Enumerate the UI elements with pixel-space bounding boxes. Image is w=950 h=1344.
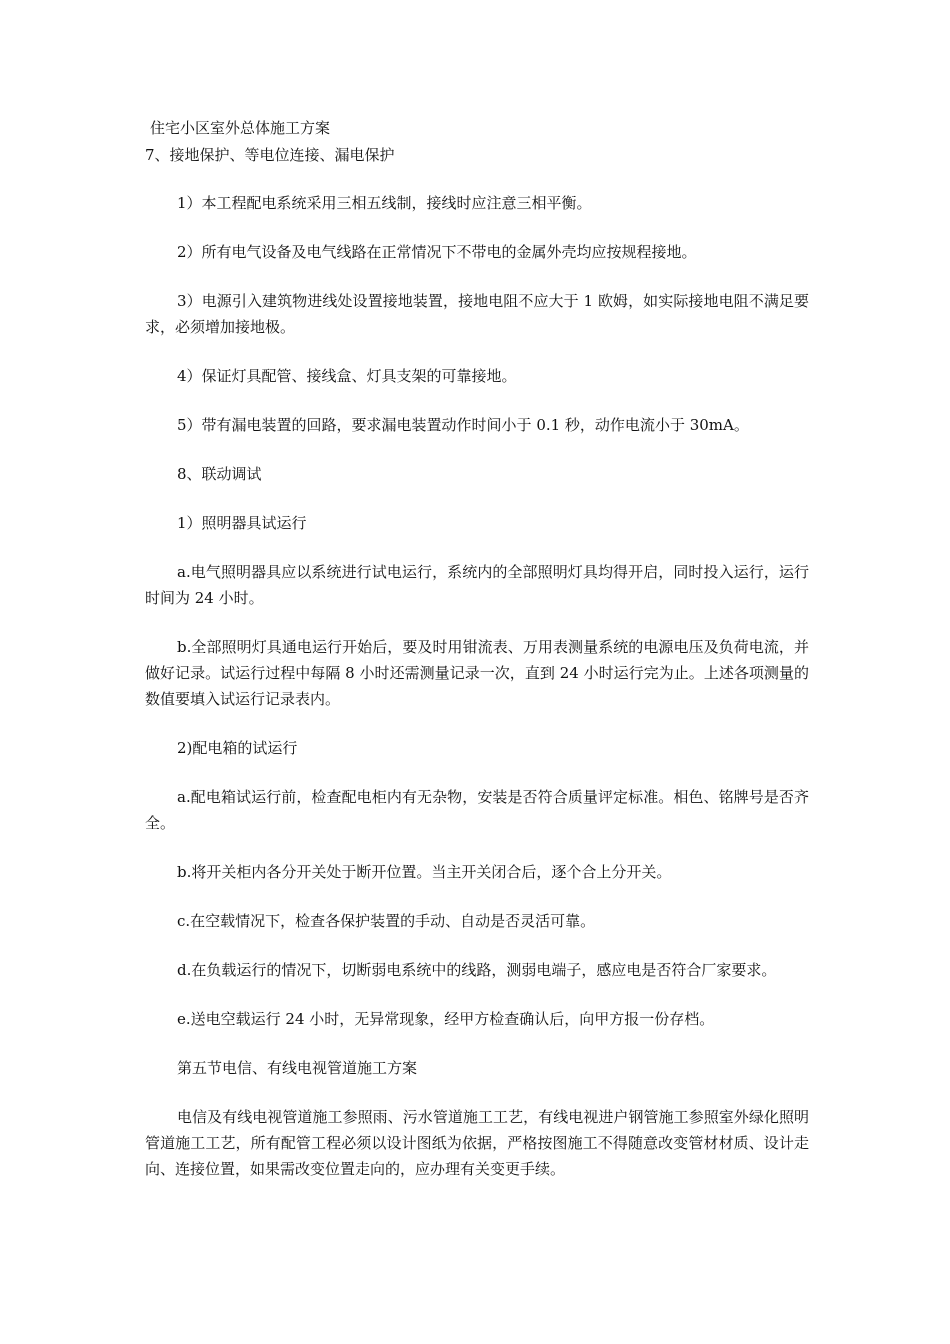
paragraph: b.将开关柜内各分开关处于断开位置。当主开关闭合后，逐个合上分开关。 [177, 863, 672, 881]
paragraph: e.送电空载运行 24 小时，无异常现象，经甲方检查确认后，向甲方报一份存档。 [177, 1010, 715, 1028]
document-title: 住宅小区室外总体施工方案 [150, 119, 331, 137]
paragraph: 3）电源引入建筑物进线处设置接地装置，接地电阻不应大于 1 欧姆，如实际接地电阻不满足要求，必须增加接地极。 [145, 292, 809, 336]
subsection-heading: 2)配电箱的试运行 [177, 739, 298, 757]
subsection-heading: 8、联动调试 [177, 465, 262, 483]
paragraph: 1）本工程配电系统采用三相五线制，接线时应注意三相平衡。 [177, 194, 592, 212]
paragraph: c.在空载情况下，检查各保护装置的手动、自动是否灵活可靠。 [177, 912, 596, 930]
section-title: 第五节电信、有线电视管道施工方案 [177, 1059, 418, 1077]
paragraph: 电信及有线电视管道施工参照雨、污水管道施工工艺，有线电视进户钢管施工参照室外绿化照明管道施工工艺，所有配管工程必须以设计图纸为依据，严格按图施工不得随意改变管材材质、设计走向、连接位置，如果需改变位置走向的，应办理有关变更手续。 [145, 1108, 809, 1178]
paragraph: 5）带有漏电装置的回路，要求漏电装置动作时间小于 0.1 秒，动作电流小于 30mA。 [177, 416, 749, 434]
paragraph: a.配电箱试运行前，检查配电柜内有无杂物，安装是否符合质量评定标准。相色、铭牌号是否齐全。 [145, 788, 809, 832]
paragraph: d.在负载运行的情况下，切断弱电系统中的线路，测弱电端子，感应电是否符合厂家要求。 [177, 961, 777, 979]
paragraph: b.全部照明灯具通电运行开始后，要及时用钳流表、万用表测量系统的电源电压及负荷电流，并做好记录。试运行过程中每隔 8 小时还需测量记录一次，直到 24 小时运行完为止。上述各项测量的数值要填入试运行记录表内。 [145, 638, 809, 708]
section-heading: 7、接地保护、等电位连接、漏电保护 [145, 146, 395, 164]
paragraph: 2）所有电气设备及电气线路在正常情况下不带电的金属外壳均应按规程接地。 [177, 243, 697, 261]
paragraph: a.电气照明器具应以系统进行试电运行，系统内的全部照明灯具均得开启，同时投入运行，运行时间为 24 小时。 [145, 563, 809, 607]
document-body [145, 190, 809, 1205]
paragraph: 4）保证灯具配管、接线盒、灯具支架的可靠接地。 [177, 367, 517, 385]
subsection-heading: 1）照明器具试运行 [177, 514, 307, 532]
